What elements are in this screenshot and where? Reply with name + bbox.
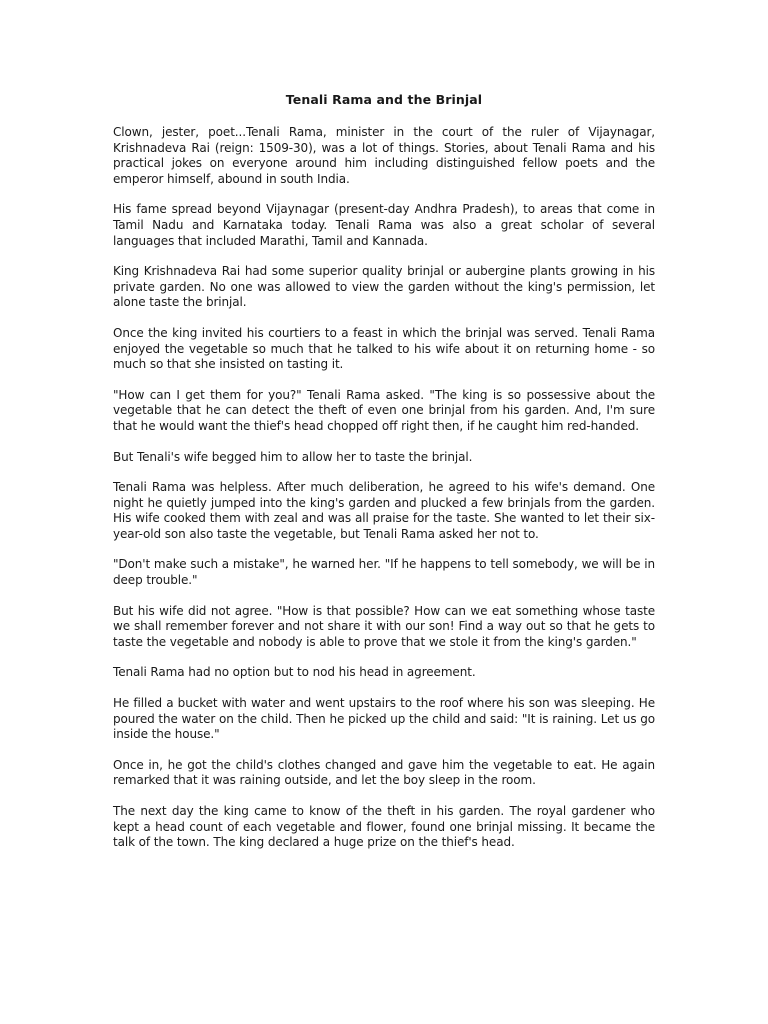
paragraph: The next day the king came to know of the theft in his garden. The royal gardener who kept a head count of each vegetable and flower, found one brinjal missing. It became the talk of the town. The king declared a huge prize on the thief's head. — [113, 804, 655, 850]
paragraph: King Krishnadeva Rai had some superior quality brinjal or aubergine plants growing in his private garden. No one was allowed to view the garden without the king's permission, let alone taste the brinjal. — [113, 264, 655, 310]
document-page — [113, 92, 655, 866]
paragraph: But Tenali's wife begged him to allow her to taste the brinjal. — [113, 449, 473, 464]
paragraph: His fame spread beyond Vijaynagar (present-day Andhra Pradesh), to areas that come in Tamil Nadu and Karnataka today. Tenali Rama was also a great scholar of several languages that included Marathi, Tamil and Kannada. — [113, 202, 655, 248]
paragraph: He filled a bucket with water and went upstairs to the roof where his son was sleeping. He poured the water on the child. Then he picked up the child and said: "It is raining. Let us go inside the house." — [113, 696, 655, 742]
paragraph: "How can I get them for you?" Tenali Rama asked. "The king is so possessive about the vegetable that he can detect the theft of even one brinjal from his garden. And, I'm sure that he would want the thief's head chopped off right then, if he caught him red-handed. — [113, 387, 655, 433]
paragraph: Clown, jester, poet...Tenali Rama, minister in the court of the ruler of Vijaynagar, Krishnadeva Rai (reign: 1509-30), was a lot of things. Stories, about Tenali Rama and his practical jokes on everyone around him including distinguished fellow poets and the emperor himself, abound in south India. — [113, 125, 655, 186]
document-title: Tenali Rama and the Brinjal — [285, 92, 483, 107]
paragraph: But his wife did not agree. "How is that possible? How can we eat something whose taste we shall remember forever and not share it with our son! Find a way out so that he gets to taste the vegetable and nobody is able to prove that we stole it from the king's garden." — [113, 603, 655, 649]
paragraph: Once the king invited his courtiers to a feast in which the brinjal was served. Tenali Rama enjoyed the vegetable so much that he talked to his wife about it on returning home - so much so that she insisted on tasting it. — [113, 325, 655, 372]
paragraph: "Don't make such a mistake", he warned her. "If he happens to tell somebody, we will be in deep trouble." — [113, 557, 655, 588]
paragraph: Once in, he got the child's clothes changed and gave him the vegetable to eat. He again remarked that it was raining outside, and let the boy sleep in the room. — [113, 757, 655, 788]
paragraph: Tenali Rama had no option but to nod his head in agreement. — [113, 665, 476, 680]
paragraph: Tenali Rama was helpless. After much deliberation, he agreed to his wife's demand. One night he quietly jumped into the king's garden and plucked a few brinjals from the garden. His wife cooked them with zeal and was all praise for the taste. She wanted to let their six-year-old son also taste the vegetable, but Tenali Rama asked her not to. — [113, 480, 655, 541]
